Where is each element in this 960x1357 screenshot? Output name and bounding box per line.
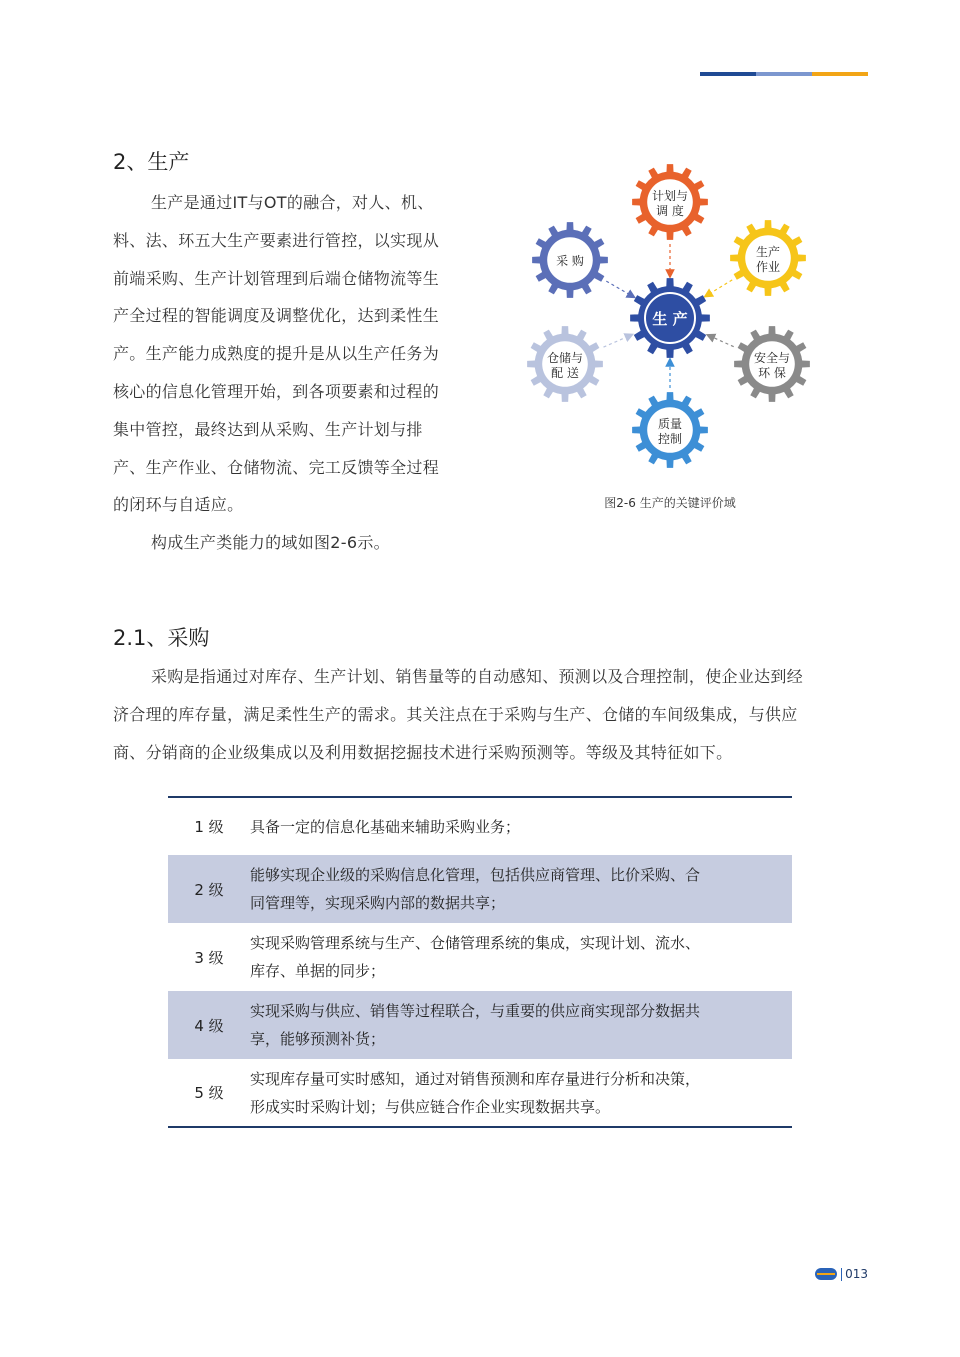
description-line: 能够实现企业级的采购信息化管理，包括供应商管理、比价采购、合 [250,866,701,884]
accent-bar-dark [700,72,756,76]
connector-arrow [708,280,733,295]
page-number: 013 [845,1267,868,1281]
gear-6 [532,222,608,298]
diagram-gears [527,164,810,468]
gear-label-line2: 配 送 [551,366,579,380]
level-label: 5 级 [194,1084,224,1102]
table-row [168,991,792,1059]
paragraph-line: 采购是指通过对库存、生产计划、销售量等的自动感知、预测以及合理控制，使企业达到经 [151,667,804,686]
level-description [250,991,792,1059]
paragraph-line: 产全过程的智能调度及调整优化，达到柔性生 [113,306,440,326]
gear-label-line2: 环 保 [758,366,786,380]
gear-2 [730,220,806,296]
gear-3 [734,326,810,402]
table-row [168,855,792,923]
paragraph-line: 前端采购、生产计划管理到后端仓储物流等生 [113,268,440,288]
paragraph-line: 料、法、环五大生产要素进行管控，以实现从 [113,230,440,250]
figure-reference: 构成生产类能力的域如图2-6示。 [151,533,390,553]
description-line: 实现采购管理系统与生产、仓储管理系统的集成，实现计划、流水、 [250,934,701,952]
level-label: 2 级 [194,880,224,899]
connector-arrow [606,281,632,296]
accent-bar-light [756,72,812,76]
procurement-levels-table [168,796,792,1128]
description-line: 具备一定的信息化基础来辅助采购业务； [250,817,521,836]
header-accent-bar [700,72,868,76]
paragraph-line: 产、生产作业、仓储物流、完工反馈等全过程 [113,457,440,477]
description-line: 库存、单据的同步； [250,962,386,980]
gear-label-line2: 调 度 [656,204,684,218]
gear-4 [632,392,708,468]
connector-arrow [604,336,630,347]
section-heading-production: 2、生产 [113,150,190,174]
gear-label-line1: 质量 [657,417,683,431]
level-description [250,923,792,991]
gear-5 [527,326,603,402]
gear-label-line2: 控制 [657,432,683,446]
production-paragraph [113,184,473,562]
level-description [250,1059,792,1127]
paragraph-line: 济合理的库存量，满足柔性生产的需求。其关注点在于采购与生产、仓储的车间级集成，与供应 [113,704,798,724]
paragraph-line: 生产是通过IT与OT的融合，对人、机、 [151,193,434,212]
description-line: 实现采购与供应、销售等过程联合，与重要的供应商实现部分数据共 [250,1002,701,1020]
level-description [250,797,792,855]
gear-label-line1: 仓储与 [546,351,584,365]
gear-label-line1: 采 购 [556,254,584,268]
figure-caption: 图2-6 生产的关键评价域 [604,496,736,510]
paragraph-line: 商、分销商的企业级集成以及利用数据挖掘技术进行采购预测等。等级及其特征如下。 [113,742,733,762]
procurement-paragraph [113,658,853,771]
paragraph-line: 产。生产能力成熟度的提升是从以生产任务为 [113,344,440,364]
center-gear [630,278,710,358]
description-line: 实现库存量可实时感知，通过对销售预测和库存量进行分析和决策， [250,1069,701,1088]
table-row [168,797,792,855]
gear-label-line1: 安全与 [753,351,791,365]
level-description [250,855,792,923]
production-domain-diagram [520,160,820,480]
gear-label-line1: 生产 [755,245,781,259]
connector-arrow [710,336,734,347]
gear-label-line1: 计划与 [651,189,689,203]
level-label: 1 级 [194,818,224,836]
gear-1 [632,164,708,240]
footer-divider [841,1268,842,1281]
paragraph-line: 的闭环与自适应。 [113,495,244,515]
level-label: 4 级 [194,1016,224,1035]
table-row [168,923,792,991]
section-heading-procurement: 2.1、采购 [113,626,210,650]
page-footer [815,1267,868,1281]
description-line: 形成实时采购计划；与供应链合作企业实现数据共享。 [250,1097,611,1116]
cmmm-logo-icon [815,1268,837,1280]
center-gear-label: 生 产 [652,310,688,328]
paragraph-line: 集中管控，最终达到从采购、生产计划与排 [113,419,423,439]
gear-label-line2: 作业 [755,260,781,274]
description-line: 享，能够预测补货； [250,1030,386,1048]
accent-bar-orange [812,72,868,76]
paragraph-line: 核心的信息化管理开始，到各项要素和过程的 [113,381,440,401]
level-label: 3 级 [194,948,224,967]
table-row [168,1059,792,1127]
description-line: 同管理等，实现采购内部的数据共享； [250,894,506,912]
